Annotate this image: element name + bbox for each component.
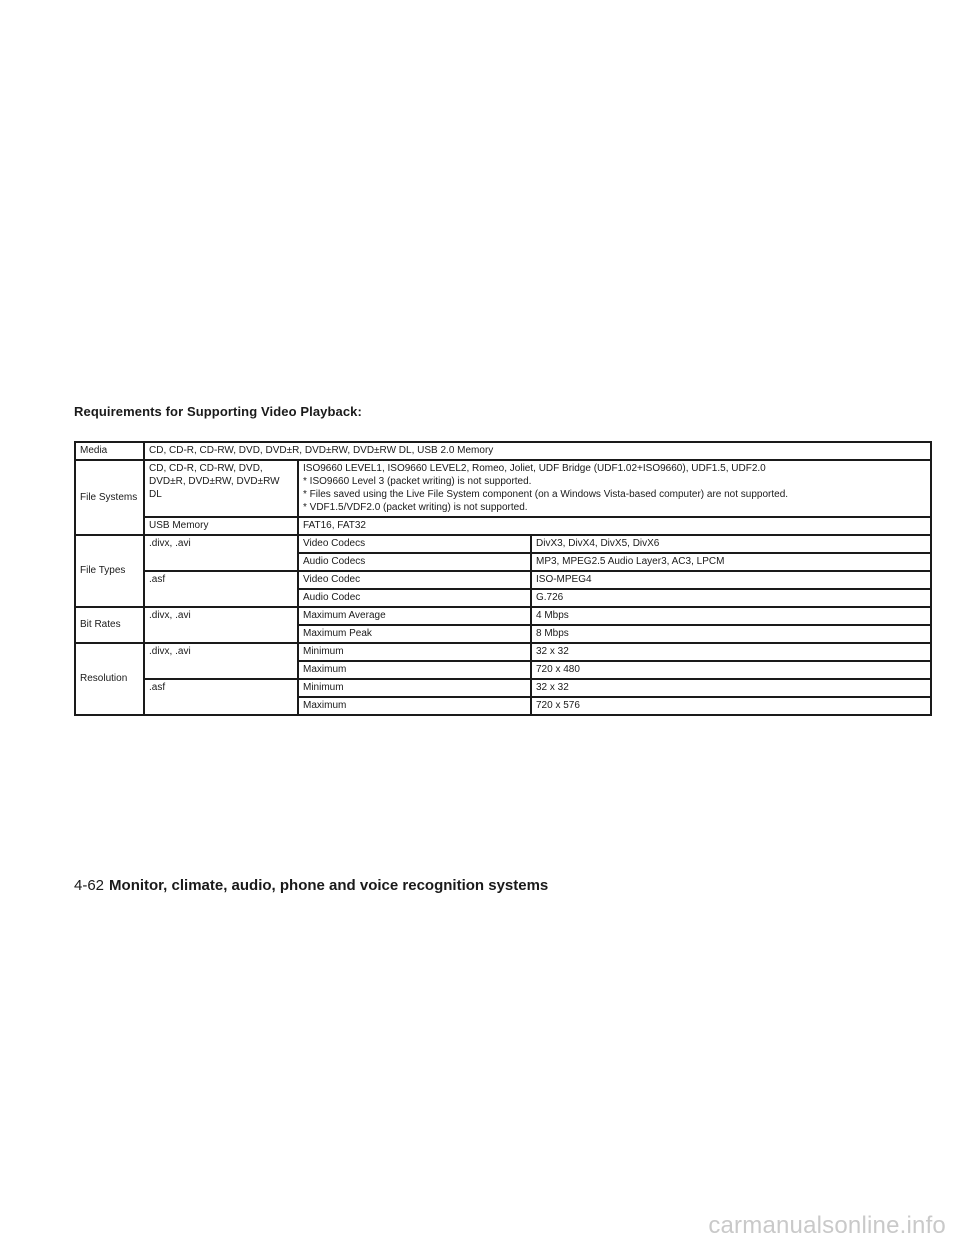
table-row-resolution bbox=[75, 643, 931, 661]
bit-rate-peak-value: 8 Mbps bbox=[531, 625, 931, 643]
row-label-media: Media bbox=[75, 442, 144, 460]
disc-format-line: ISO9660 LEVEL1, ISO9660 LEVEL2, Romeo, Joliet, UDF Bridge (UDF1.02+ISO9660), UDF1.5, UDF2.0 bbox=[303, 463, 766, 474]
page-footer bbox=[74, 877, 548, 894]
file-systems-disc-formats bbox=[298, 460, 931, 517]
row-label-resolution: Resolution bbox=[75, 643, 144, 715]
resolution-asf-ext: .asf bbox=[144, 679, 298, 715]
row-label-file-types: File Types bbox=[75, 535, 144, 607]
table-row-file-systems-disc bbox=[75, 460, 931, 517]
asf-audio-codec-label: Audio Codec bbox=[298, 589, 531, 607]
table-row-media bbox=[75, 442, 931, 460]
asf-max-value: 720 x 576 bbox=[531, 697, 931, 715]
file-systems-disc-media: CD, CD-R, CD-RW, DVD, DVD±R, DVD±RW, DVD±RW DL bbox=[144, 460, 298, 517]
asf-audio-codec-value: G.726 bbox=[531, 589, 931, 607]
video-playback-requirements-table bbox=[74, 441, 932, 716]
divx-max-value: 720 x 480 bbox=[531, 661, 931, 679]
divx-audio-codecs-value: MP3, MPEG2.5 Audio Layer3, AC3, LPCM bbox=[531, 553, 931, 571]
file-types-asf-ext: .asf bbox=[144, 571, 298, 607]
divx-video-codecs-value: DivX3, DivX4, DivX5, DivX6 bbox=[531, 535, 931, 553]
page-number: 4-62 bbox=[74, 877, 105, 894]
table-row-file-types bbox=[75, 571, 931, 589]
disc-format-note: * Files saved using the Live File System component (on a Windows Vista-based computer) are not supported. bbox=[303, 489, 789, 500]
table-row-resolution bbox=[75, 679, 931, 697]
divx-min-label: Minimum bbox=[298, 643, 531, 661]
row-label-file-systems: File Systems bbox=[75, 460, 144, 535]
section-title: Requirements for Supporting Video Playback: bbox=[74, 404, 362, 419]
bit-rate-average-label: Maximum Average bbox=[298, 607, 531, 625]
divx-video-codecs-label: Video Codecs bbox=[298, 535, 531, 553]
bit-rate-peak-label: Maximum Peak bbox=[298, 625, 531, 643]
asf-max-label: Maximum bbox=[298, 697, 531, 715]
bit-rate-average-value: 4 Mbps bbox=[531, 607, 931, 625]
asf-video-codec-value: ISO-MPEG4 bbox=[531, 571, 931, 589]
asf-min-label: Minimum bbox=[298, 679, 531, 697]
bit-rates-ext: .divx, .avi bbox=[144, 607, 298, 643]
table-row-file-systems-usb bbox=[75, 517, 931, 535]
disc-format-note: * ISO9660 Level 3 (packet writing) is not supported. bbox=[303, 476, 532, 487]
asf-min-value: 32 x 32 bbox=[531, 679, 931, 697]
file-systems-usb-value: FAT16, FAT32 bbox=[298, 517, 931, 535]
watermark: carmanualsonline.info bbox=[708, 1212, 946, 1239]
disc-format-note: * VDF1.5/VDF2.0 (packet writing) is not supported. bbox=[303, 502, 528, 513]
divx-audio-codecs-label: Audio Codecs bbox=[298, 553, 531, 571]
file-types-divx-ext: .divx, .avi bbox=[144, 535, 298, 571]
chapter-title: Monitor, climate, audio, phone and voice recognition systems bbox=[109, 877, 549, 894]
divx-max-label: Maximum bbox=[298, 661, 531, 679]
resolution-divx-ext: .divx, .avi bbox=[144, 643, 298, 679]
row-label-bit-rates: Bit Rates bbox=[75, 607, 144, 643]
table-row-bit-rates bbox=[75, 607, 931, 625]
asf-video-codec-label: Video Codec bbox=[298, 571, 531, 589]
table-row-file-types bbox=[75, 535, 931, 553]
media-value: CD, CD-R, CD-RW, DVD, DVD±R, DVD±RW, DVD±RW DL, USB 2.0 Memory bbox=[144, 442, 931, 460]
file-systems-usb-media: USB Memory bbox=[144, 517, 298, 535]
divx-min-value: 32 x 32 bbox=[531, 643, 931, 661]
